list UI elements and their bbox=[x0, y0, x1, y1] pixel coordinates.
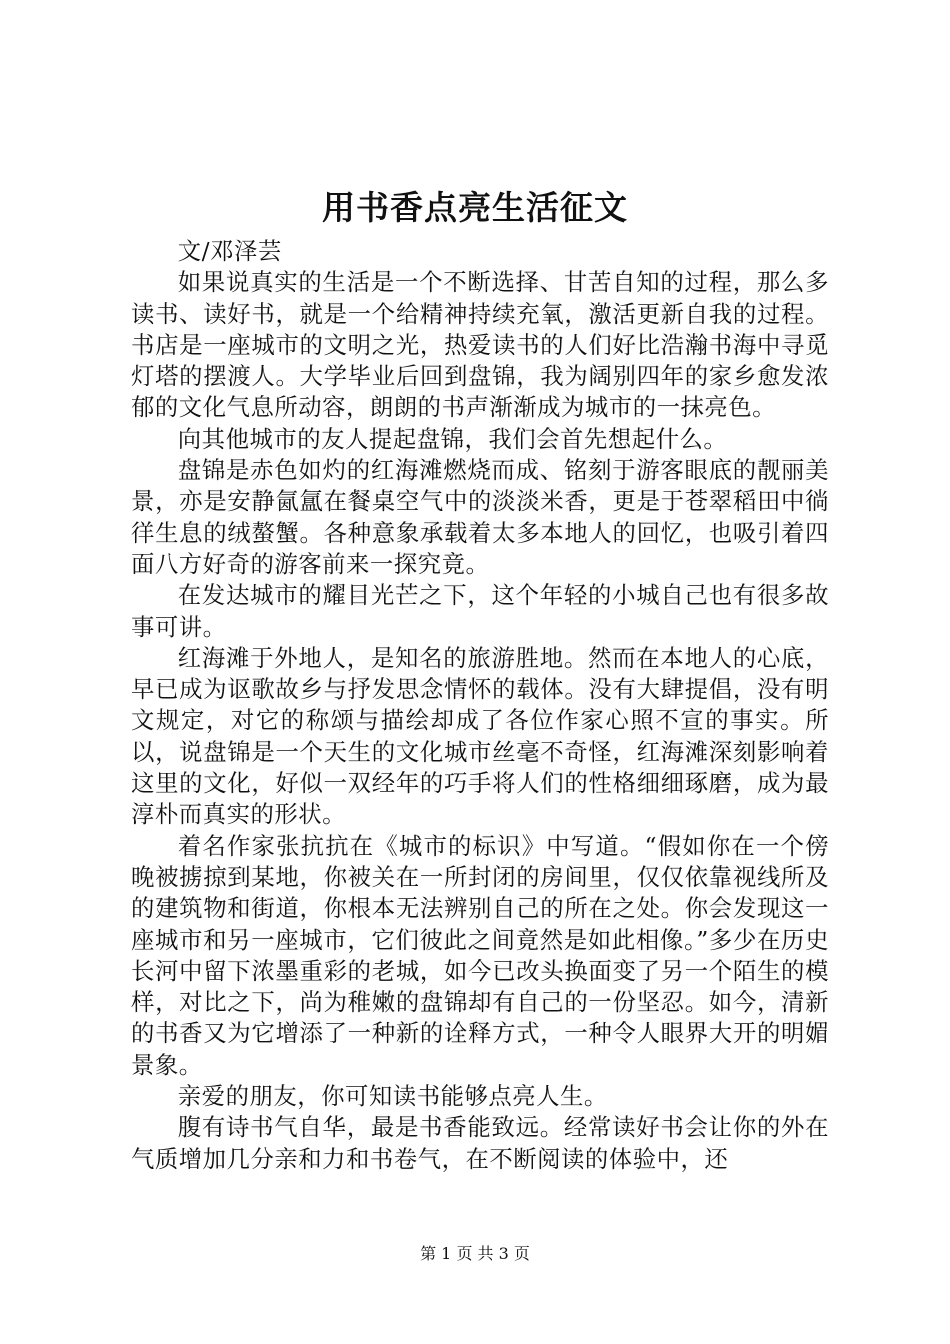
paragraph: 红海滩于外地人，是知名的旅游胜地。然而在本地人的心底，早已成为讴歌故乡与抒发思念情怀的载体。没有大肆提倡，没有明文规定，对它的称颂与描绘却成了各位作家心照不宣的事实。所以，说盘锦是一个天生的文化城市丝毫不奇怪，红海滩深刻影响着这里的文化，好似一双经年的巧手将人们的性格细细琢磨，成为最淳朴而真实的形状。 bbox=[131, 643, 829, 829]
page-number: 第 1 页 共 3 页 bbox=[420, 1244, 530, 1263]
article-body bbox=[131, 236, 829, 1175]
paragraph: 亲爱的朋友，你可知读书能够点亮人生。 bbox=[177, 1082, 608, 1111]
document-title: 用书香点亮生活征文 bbox=[322, 188, 628, 227]
paragraph: 着名作家张抗抗在《城市的标识》中写道。“假如你在一个傍晚被掳掠到某地，你被关在一所封闭的房间里，仅仅依靠视线所及的建筑物和街道，你根本无法辨别自己的所在之处。你会发现这一座城市和另一座城市，它们彼此之间竟然是如此相像。”多少在历史长河中留下浓墨重彩的老城，如今已改头换面变了另一个陌生的模样，对比之下，尚为稚嫩的盘锦却有自己的一份坚忍。如今，清新的书香又为它增添了一种新的诠释方式，一种令人眼界大开的明媚景象。 bbox=[131, 831, 829, 1079]
byline: 文/邓泽芸 bbox=[177, 237, 282, 265]
paragraph: 如果说真实的生活是一个不断选择、甘苦自知的过程，那么多读书、读好书，就是一个给精神持续充氧，激活更新自我的过程。书店是一座城市的文明之光，热爱读书的人们好比浩瀚书海中寻觅灯塔的摆渡人。大学毕业后回到盘锦，我为阔别四年的家乡愈发浓郁的文化气息所动容，朗朗的书声渐渐成为城市的一抹亮色。 bbox=[131, 268, 829, 422]
paragraph: 向其他城市的友人提起盘锦，我们会首先想起什么。 bbox=[177, 424, 728, 453]
paragraph: 腹有诗书气自华，最是书香能致远。经常读好书会让你的外在气质增加几分亲和力和书卷气，在不断阅读的体验中，还 bbox=[131, 1113, 829, 1173]
paragraph: 盘锦是赤色如灼的红海滩燃烧而成、铭刻于游客眼底的靓丽美景，亦是安静氤氲在餐桌空气中的淡淡米香，更是于苍翠稻田中徜徉生息的绒螯蟹。各种意象承载着太多本地人的回忆，也吸引着四面八方好奇的游客前来一探究竟。 bbox=[131, 456, 829, 578]
paragraph: 在发达城市的耀目光芒之下，这个年轻的小城自己也有很多故事可讲。 bbox=[131, 581, 829, 641]
